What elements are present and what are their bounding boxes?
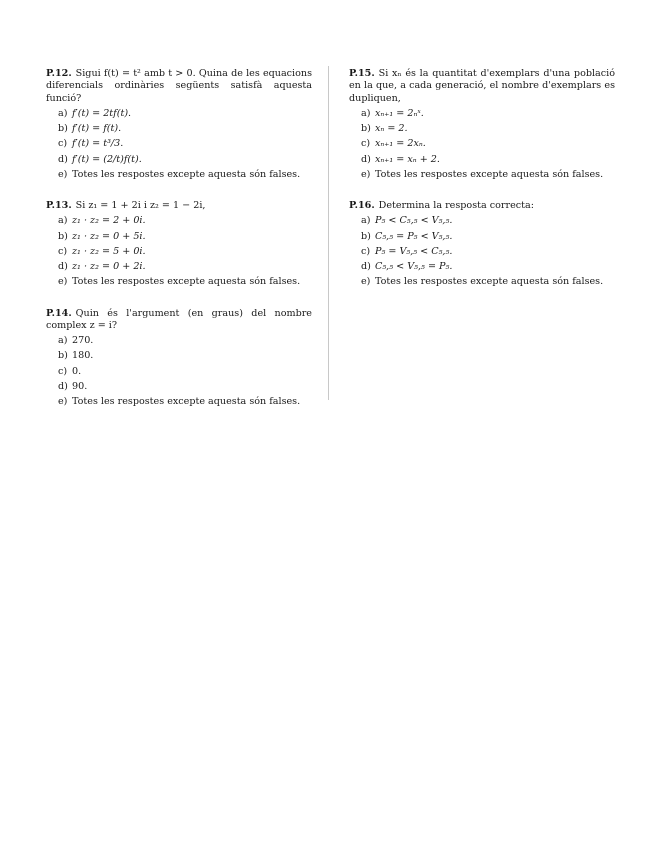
option-b [349,123,615,135]
option-label: d) [361,261,371,273]
question-statement: Determina la resposta correcta: [378,200,534,212]
option-text: xₙ₊₁ = 2ₙˣ. [375,108,424,120]
option-text: xₙ = 2. [375,123,408,135]
question-text [46,200,312,212]
option-label: c) [361,245,371,257]
question-text [46,68,312,105]
option-text: P₅ = V₅,₅ < C₅,₅. [375,245,453,257]
option-label: b) [58,123,68,135]
left-column [46,68,312,427]
option-text: 90. [72,380,88,392]
question-text [349,68,615,105]
option-label: b) [58,230,68,242]
option-d [349,154,615,166]
question-p15 [349,68,615,181]
question-p14 [46,308,312,409]
option-label: d) [58,153,68,165]
option-label: d) [58,261,68,273]
question-statement: Sigui f(t) = t² amb t > 0. Quina de les equacions diferencials ordinàries següents satisfà aquesta funció? [46,68,312,104]
option-label: c) [361,138,371,150]
question-p13 [46,200,312,288]
option-label: e) [58,168,68,180]
option-c [46,138,312,150]
option-a [46,335,312,347]
option-e [46,396,312,408]
option-label: e) [361,168,371,180]
option-text: f′(t) = t³/3. [72,138,124,150]
option-b [349,231,615,243]
option-e [46,169,312,181]
option-e [349,276,615,288]
column-divider [328,66,329,400]
option-label: c) [58,138,68,150]
question-statement: Quin és l'argument (en graus) del nombre complex z = i? [46,307,312,332]
option-a [46,108,312,120]
option-a [349,108,615,120]
option-text: xₙ₊₁ = xₙ + 2. [375,153,440,165]
option-c [46,246,312,258]
question-number: P.13. [46,200,72,212]
option-c [349,138,615,150]
question-number: P.16. [349,200,375,212]
option-text: xₙ₊₁ = 2xₙ. [375,138,426,150]
option-label: a) [58,335,68,347]
option-a [349,215,615,227]
option-text: P₅ < C₅,₅ < V₅,₅. [375,215,453,227]
right-column [349,68,615,308]
option-label: b) [361,123,371,135]
option-d [349,261,615,273]
option-label: b) [361,230,371,242]
option-e [349,169,615,181]
option-label: e) [361,276,371,288]
option-text: Totes les respostes excepte aquesta són falses. [72,168,301,180]
option-b [46,350,312,362]
option-text: z₁ · z₂ = 0 + 5i. [72,230,146,242]
option-d [46,261,312,273]
option-text: z₁ · z₂ = 0 + 2i. [72,261,146,273]
option-b [46,231,312,243]
option-e [46,276,312,288]
option-label: a) [58,108,68,120]
option-label: c) [58,365,68,377]
option-d [46,381,312,393]
option-text: C₅,₅ = P₅ < V₅,₅. [375,230,453,242]
option-d [46,154,312,166]
option-a [46,215,312,227]
option-label: e) [58,276,68,288]
question-text [349,200,615,212]
option-text: Totes les respostes excepte aquesta són falses. [375,276,604,288]
question-text [46,308,312,333]
question-number: P.12. [46,68,72,79]
option-label: d) [58,380,68,392]
question-p12 [46,68,312,181]
option-label: b) [58,350,68,362]
option-label: c) [58,245,68,257]
option-b [46,123,312,135]
option-text: C₅,₅ < V₅,₅ = P₅. [375,261,453,273]
option-text: Totes les respostes excepte aquesta són falses. [72,396,301,408]
option-text: f′(t) = 2tf(t). [72,108,132,120]
option-label: a) [361,108,371,120]
option-text: 180. [72,350,94,362]
option-text: 0. [72,365,82,377]
option-text: Totes les respostes excepte aquesta són falses. [72,276,301,288]
question-number: P.14. [46,307,72,319]
option-c [46,366,312,378]
option-text: z₁ · z₂ = 2 + 0i. [72,215,146,227]
question-p16 [349,200,615,288]
question-number: P.15. [349,68,375,79]
question-statement: Si z₁ = 1 + 2i i z₂ = 1 − 2i, [75,200,206,212]
option-label: a) [58,215,68,227]
option-text: f′(t) = f(t). [72,123,122,135]
option-text: f′(t) = (2/t)f(t). [72,153,142,165]
option-c [349,246,615,258]
option-label: e) [58,396,68,408]
option-text: 270. [72,335,94,347]
option-label: a) [361,215,371,227]
option-text: z₁ · z₂ = 5 + 0i. [72,245,146,257]
option-label: d) [361,153,371,165]
question-statement: Si xₙ és la quantitat d'exemplars d'una població en la que, a cada generació, el nombre d'exemplars es dupliquen, [349,68,615,104]
option-text: Totes les respostes excepte aquesta són falses. [375,168,604,180]
